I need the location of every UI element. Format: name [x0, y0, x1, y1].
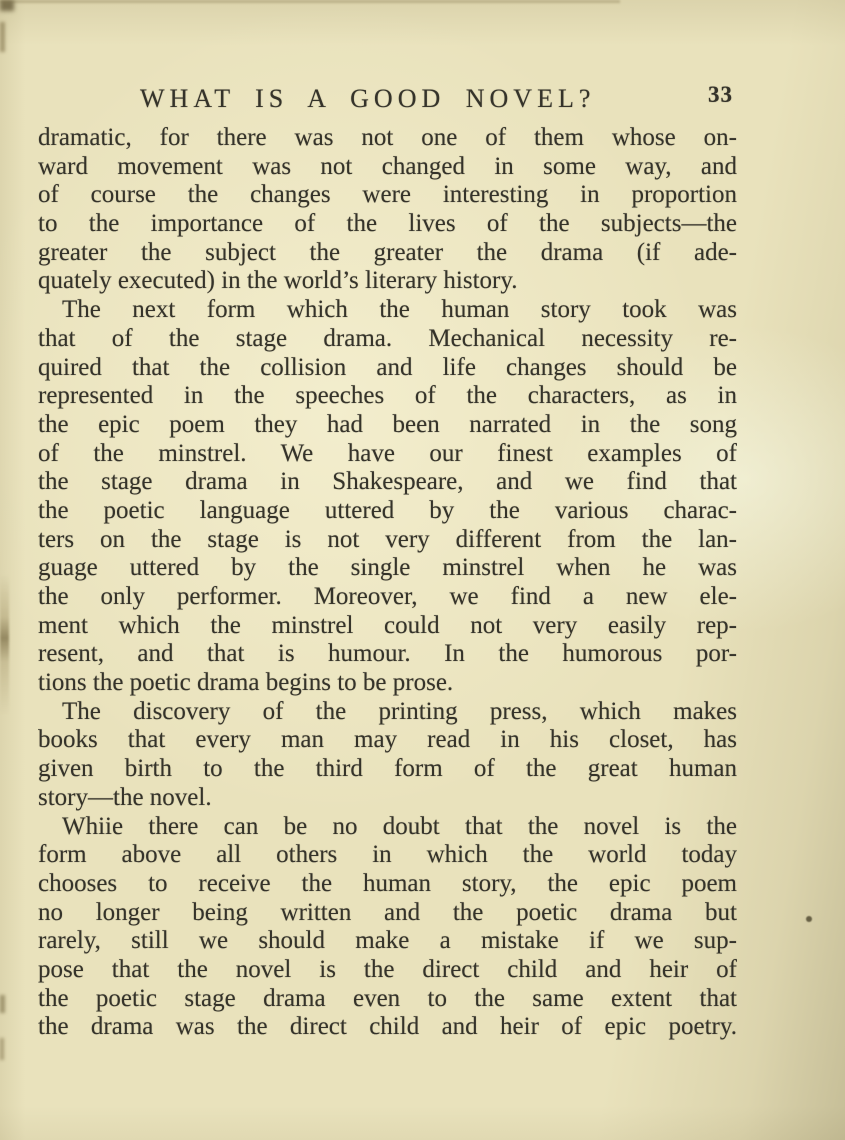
running-head-title: WHAT IS A GOOD NOVEL?	[140, 84, 596, 113]
text-line: represented in the speeches of the characters, as in	[38, 382, 737, 410]
text-line: form above all others in which the world today	[38, 841, 737, 869]
text-line: rarely, still we should make a mistake if we sup-	[38, 927, 737, 955]
page-number: 33	[708, 82, 733, 107]
scan-artifact-top-left-corner	[0, 0, 14, 11]
scan-artifact-left-edge-low2	[0, 1038, 4, 1060]
scan-artifact-ink-speck	[806, 916, 812, 922]
scan-artifact-left-strip	[0, 575, 9, 715]
paragraph	[38, 813, 737, 1043]
text-line: of the minstrel. We have our finest examples of	[38, 439, 737, 467]
text-line: chooses to receive the human story, the epic poem	[38, 869, 737, 897]
scan-artifact-left-edge-low	[0, 995, 5, 1013]
text-line: pose that the novel is the direct child and heir of	[38, 955, 737, 983]
text-line: story—the novel.	[38, 783, 212, 811]
text-line: the stage drama in Shakespeare, and we find that	[38, 468, 737, 496]
text-line: tions the poetic drama begins to be prose.	[38, 669, 454, 697]
text-line: dramatic, for there was not one of them whose on-	[38, 124, 737, 151]
text-line: given birth to the third form of the great human	[38, 755, 737, 783]
scan-artifact-top-edge	[0, 0, 620, 3]
text-line: ment which the minstrel could not very easily rep-	[38, 611, 737, 639]
paragraph	[38, 296, 737, 698]
text-line: ters on the stage is not very different from the lan-	[38, 525, 737, 553]
paragraph	[38, 698, 737, 813]
text-line: books that every man may read in his closet, has	[38, 726, 737, 754]
text-line: the drama was the direct child and heir of epic poetry.	[38, 1013, 737, 1041]
text-line: quired that the collision and life changes should be	[38, 353, 737, 381]
paragraph	[38, 124, 737, 296]
text-line: guage uttered by the single minstrel when he was	[38, 554, 737, 582]
text-line: the poetic language uttered by the various charac-	[38, 496, 737, 524]
text-line: The discovery of the printing press, which makes	[62, 697, 737, 725]
text-line: no longer being written and the poetic drama but	[38, 898, 737, 926]
text-line: The next form which the human story took was	[62, 296, 737, 324]
text-line: ward movement was not changed in some way, and	[38, 152, 737, 180]
text-line: Whiie there can be no doubt that the novel is the	[62, 812, 737, 840]
text-line: quately executed) in the world’s literary history.	[38, 267, 518, 295]
scan-artifact-left-edge-top	[0, 22, 5, 52]
text-line: of course the changes were interesting in proportion	[38, 181, 737, 209]
text-line: the only performer. Moreover, we find a new ele-	[38, 583, 737, 610]
text-line: greater the subject the greater the drama (if ade-	[38, 238, 737, 266]
text-line: that of the stage drama. Mechanical necessity re-	[38, 324, 737, 352]
text-line: the poetic stage drama even to the same extent that	[38, 984, 737, 1012]
text-line: resent, and that is humour. In the humorous por-	[38, 640, 737, 668]
page-header	[0, 84, 845, 118]
page-text	[38, 124, 737, 1042]
text-line: the epic poem they had been narrated in the song	[38, 410, 737, 438]
text-line: to the importance of the lives of the subjects—the	[38, 210, 737, 238]
